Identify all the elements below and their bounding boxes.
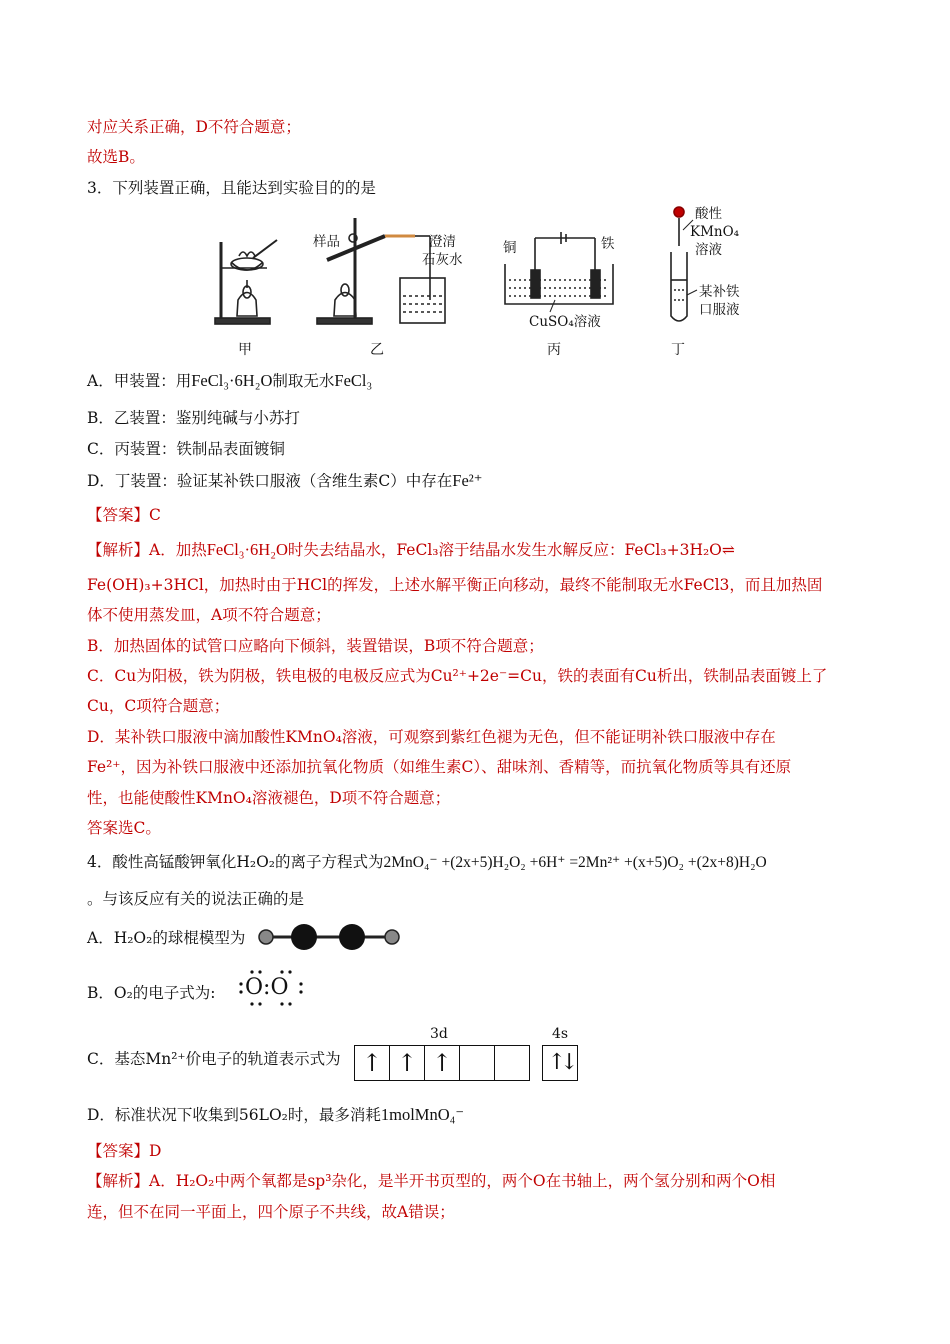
- label-4s: 4s: [552, 1026, 569, 1042]
- orbital-3d-boxes: [354, 1045, 530, 1081]
- formula-mno4-amount: 1molMnO₄⁻: [380, 1105, 465, 1124]
- explanation-3-line-10: 答案选C。: [87, 819, 161, 837]
- orbital-4s-box: ↑↓: [542, 1045, 578, 1081]
- option-4d: D．标准状况下收集到56LO₂时，最多消耗1molMnO₄⁻: [87, 1105, 465, 1124]
- orbital-3d-box: ↑: [355, 1046, 390, 1080]
- label-iron-supplement-2: 口服液: [699, 302, 740, 318]
- apparatus-figure: [205, 200, 765, 365]
- explanation-3-line-2: Fe(OH)₃+3HCl，加热时由于HCl的挥发，上述水解平衡正向移动，最终不能制取无水FeCl3，而且加热固: [87, 576, 823, 594]
- option-3d: D．丁装置：验证某补铁口服液（含维生素C）中存在Fe²⁺: [87, 471, 483, 490]
- prev-explanation-end: 对应关系正确，D不符合题意；: [87, 118, 301, 136]
- label-acidic: 酸性: [695, 206, 722, 222]
- formula-fecl3-6h2o: FeCl₃·6H₂O: [191, 371, 273, 390]
- caption-bing: 丙: [547, 342, 561, 358]
- orbital-3d-box: [460, 1046, 495, 1080]
- caption-jia: 甲: [238, 342, 252, 358]
- explanation-3-line-7: D．某补铁口服液中滴加酸性KMnO₄溶液，可观察到紫红色褪为无色，但不能证明补铁口服液中存在: [87, 728, 776, 746]
- orbital-3d-box: ↑: [390, 1046, 425, 1080]
- label-copper: 铜: [503, 240, 517, 256]
- caption-ding: 丁: [671, 342, 685, 358]
- orbital-3d-box: [495, 1046, 529, 1080]
- question-3-stem: 3．下列装置正确，且能达到实验目的的是: [87, 179, 376, 197]
- explanation-3-line-4: B．加热固体的试管口应略向下倾斜，装置错误，B项不符合题意；: [87, 637, 544, 655]
- label-limewater-1: 澄清: [429, 234, 456, 250]
- label-solution: 溶液: [695, 242, 722, 258]
- answer-4: 【答案】D: [87, 1142, 162, 1160]
- orbital-diagram: [352, 1026, 582, 1084]
- apparatus-bing: [505, 232, 613, 312]
- explanation-3-line-5: C．Cu为阳极，铁为阴极，铁电极的电极反应式为Cu²⁺+2e⁻=Cu，铁的表面有Cu析出，铁制品表面镀上了: [87, 667, 828, 685]
- o2-electron-dot: [236, 966, 306, 1010]
- explanation-4-line-2: 连，但不在同一平面上，四个原子不共线，故A错误；: [87, 1203, 455, 1221]
- label-kmno4: KMnO₄: [690, 224, 740, 240]
- h2o2-ball-stick-model: [256, 922, 404, 952]
- label-sample: 样品: [313, 234, 340, 250]
- option-3a: A．甲装置：用FeCl₃·6H₂O制取无水FeCl₃: [87, 371, 373, 390]
- explanation-3-line-9: 性，也能使酸性KMnO₄溶液褪色，D项不符合题意；: [87, 789, 451, 807]
- answer-3: 【答案】C: [87, 506, 161, 524]
- option-4b: B．O₂的电子式为:: [87, 984, 216, 1002]
- o2-symbol: O:O: [245, 975, 289, 1000]
- explanation-4-line-1: 【解析】A．H₂O₂中两个氧都是sp³杂化，是半开书页型的，两个O在书轴上，两个氢分别和两个O相: [87, 1172, 776, 1190]
- option-4a: A．H₂O₂的球棍模型为: [87, 929, 246, 947]
- label-cuso4-solution: CuSO₄溶液: [529, 314, 601, 330]
- explanation-3-line-6: Cu，C项符合题意；: [87, 697, 230, 715]
- question-4-stem-cont: 。与该反应有关的说法正确的是: [87, 890, 305, 908]
- option-4c: C．基态Mn²⁺价电子的轨道表示式为: [87, 1050, 341, 1068]
- option-3b: B．乙装置：鉴别纯碱与小苏打: [87, 409, 300, 427]
- label-limewater-2: 石灰水: [422, 252, 463, 268]
- label-iron: 铁: [601, 236, 615, 252]
- label-3d: 3d: [430, 1026, 448, 1042]
- apparatus-jia: [215, 240, 277, 324]
- option-3c: C．丙装置：铁制品表面镀铜: [87, 440, 285, 458]
- orbital-3d-box: ↑: [425, 1046, 460, 1080]
- explanation-3-line-1: 【解析】A．加热FeCl₃·6H₂O时失去结晶水，FeCl₃溶于结晶水发生水解反应：FeCl₃+3H₂O⇌: [87, 540, 735, 559]
- explanation-3-line-8: Fe²⁺，因为补铁口服液中还添加抗氧化物质（如维生素C）、甜味剂、香精等，而抗氧化物质等具有还原: [87, 758, 792, 776]
- formula-fecl3: FeCl₃: [334, 371, 373, 390]
- question-4-stem: 4．酸性高锰酸钾氧化H₂O₂的离子方程式为2MnO₄⁻ +(2x+5)H₂O₂ +6H⁺ =2Mn²⁺ +(x+5)O₂ +(2x+8)H₂O: [87, 853, 767, 871]
- caption-yi: 乙: [370, 342, 384, 358]
- formula-fe2: Fe²⁺: [452, 471, 483, 490]
- label-iron-supplement-1: 某补铁: [699, 284, 740, 300]
- explanation-3-line-3: 体不使用蒸发皿，A项不符合题意；: [87, 606, 331, 624]
- prev-conclusion: 故选B。: [87, 148, 145, 166]
- ion-equation: 2MnO₄⁻ +(2x+5)H₂O₂ +6H⁺ =2Mn²⁺ +(x+5)O₂ +(2x+8)H₂O: [383, 854, 767, 871]
